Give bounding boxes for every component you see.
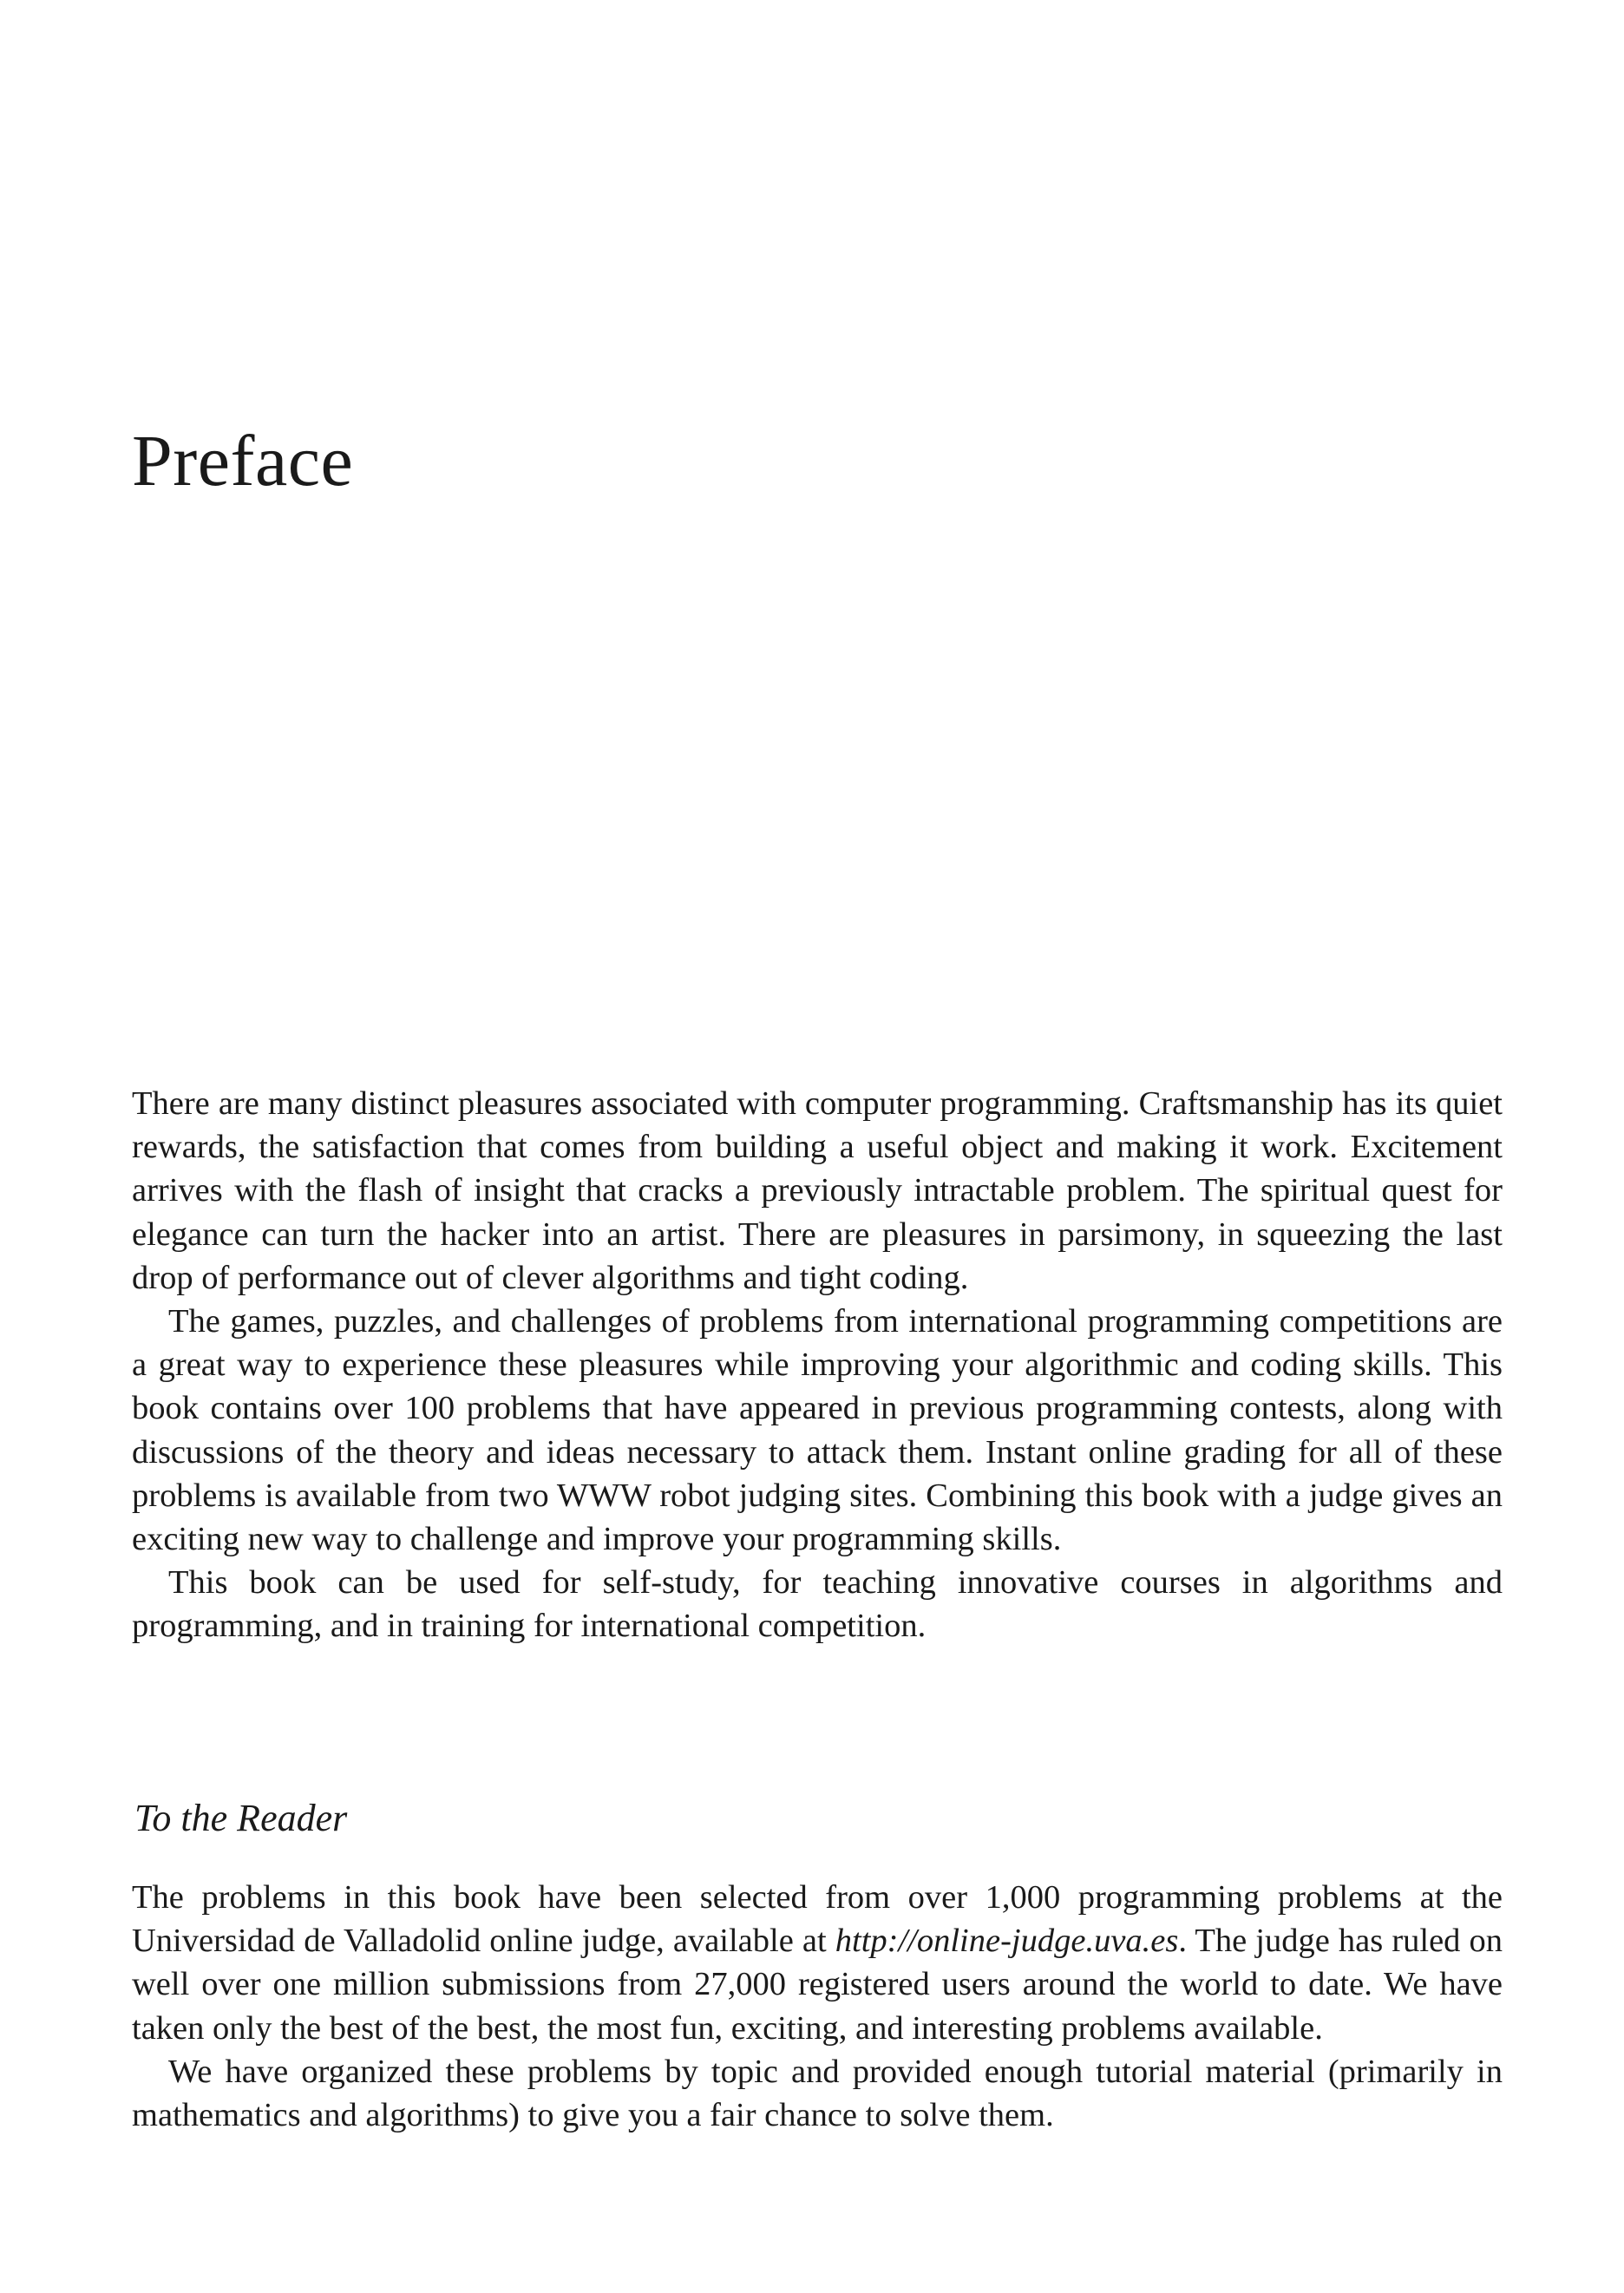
chapter-title: Preface (132, 421, 354, 501)
reader-p1-text-before: The problems in this book have been selected from over 1,000 programming problems at the Universidad de Valladolid online judge, available at (132, 1879, 1503, 1960)
intro-paragraph-3: This book can be used for self-study, for teaching innovative courses in algorithms and programming, and in training for international competition. (132, 1564, 1503, 1645)
intro-paragraph-2: The games, puzzles, and challenges of problems from international programming competitions are a great way to experience these pleasures while improving your algorithmic and coding skills. This book contains over 100 problems that have appeared in previous programming contests, along with discussions of the theory and ideas necessary to attack them. Instant online grading for all of these problems is available from two WWW robot judging sites. Combining this book with a judge gives an exciting new way to challenge and improve your programming skills. (132, 1303, 1503, 1558)
intro-paragraph-1: There are many distinct pleasures associated with computer programming. Craftsmanship has its quiet rewards, the satisfaction that comes from building a useful object and making it work. Excitement arrives with the flash of insight that cracks a previously intractable problem. The spiritual quest for elegance can turn the hacker into an artist. There are pleasures in parsimony, in squeezing the last drop of performance out of clever algorithms and tight coding. (132, 1085, 1503, 1296)
reader-paragraph-2: We have organized these problems by topic and provided enough tutorial material (primarily in mathematics and algorithms) to give you a fair chance to solve them. (132, 2053, 1503, 2134)
reader-section (132, 1876, 1503, 2137)
reader-p1-text-after: . The judge has ruled on well over one million submissions from 27,000 registered users around the world to date. We have taken only the best of the best, the most fun, exciting, and interesting problems available. (132, 1923, 1503, 2047)
intro-section (132, 1082, 1503, 1648)
reader-paragraph-1 (132, 1876, 1503, 2050)
judge-url: http://online-judge.uva.es (835, 1923, 1179, 1960)
section-heading-to-the-reader: To the Reader (134, 1797, 348, 1839)
